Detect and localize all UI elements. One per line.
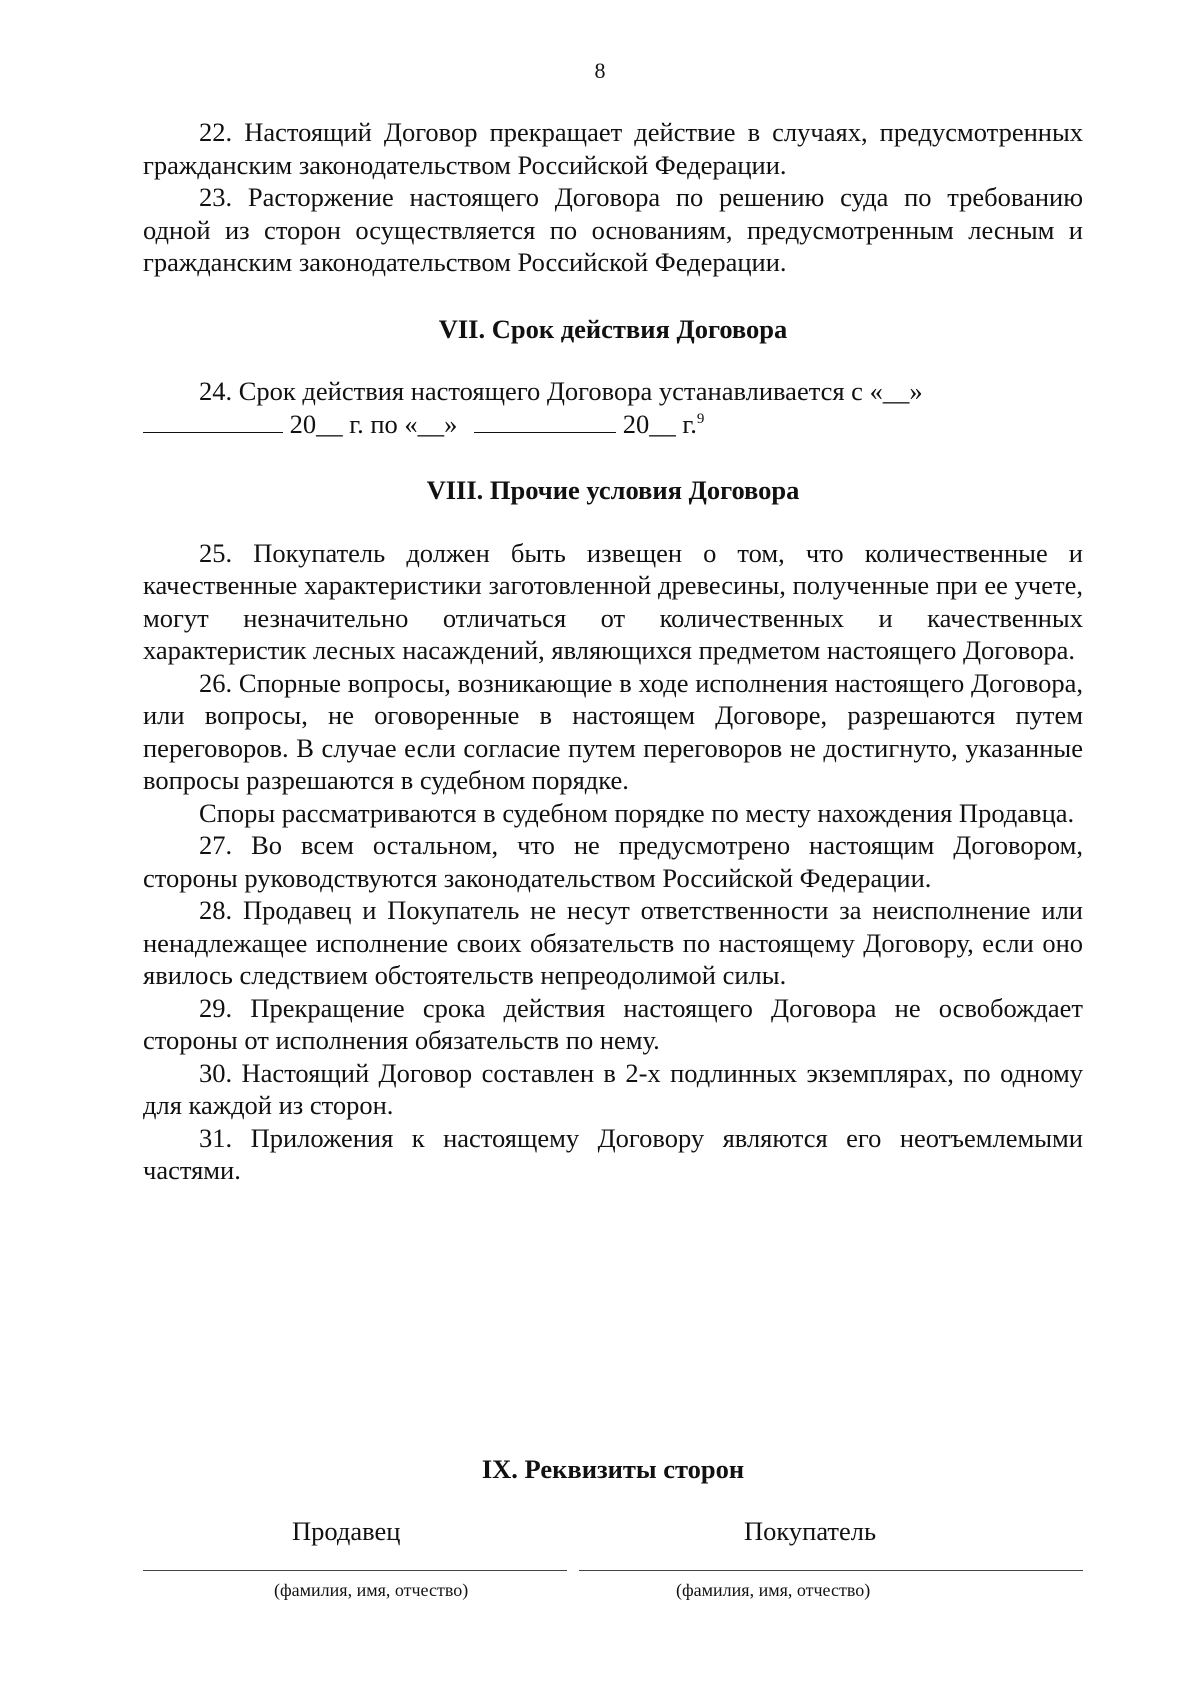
- buyer-signature-line: [579, 1570, 1083, 1571]
- clause-24-year-start: 20__ г. по «__»: [289, 408, 458, 439]
- clause-23: 23. Расторжение настоящего Договора по решению суда по требованию одной из сторон осуществляется по основаниям, предусмотренным лесным и гражданским законодательством Российской Федерации.: [143, 182, 1083, 277]
- page-number: 8: [594, 58, 606, 83]
- clause-27: 27. Во всем остальном, что не предусмотрено настоящим Договором, стороны руководствуются законодательством Российской Федерации.: [143, 830, 1083, 893]
- footnote-marker: 9: [696, 410, 705, 427]
- clause-22: 22. Настоящий Договор прекращает действие в случаях, предусмотренных гражданским законодательством Российской Федерации.: [143, 117, 1083, 180]
- section-9-title: IX. Реквизиты сторон: [481, 1454, 745, 1484]
- buyer-name-caption: (фамилия, имя, отчество): [676, 1580, 871, 1600]
- clause-24-dates: [143, 408, 1083, 441]
- buyer-label: Покупатель: [744, 1516, 877, 1546]
- clause-30: 30. Настоящий Договор составлен в 2-х подлинных экземплярах, по одному для каждой из сторон.: [143, 1057, 1083, 1120]
- section-7-title: VII. Срок действия Договора: [438, 313, 788, 344]
- clause-26-venue: Споры рассматриваются в судебном порядке по месту нахождения Продавца.: [199, 797, 1075, 828]
- clause-29: 29. Прекращение срока действия настоящего Договора не освобождает стороны от исполнения обязательств по нему.: [143, 992, 1083, 1055]
- seller-name-caption: (фамилия, имя, отчество): [274, 1580, 469, 1600]
- clause-24-year-end: 20__ г.: [622, 408, 697, 439]
- date-blank-start: [143, 410, 283, 433]
- seller-signature-line: [143, 1570, 567, 1571]
- clause-25: 25. Покупатель должен быть извещен о том, что количественные и качественные характеристики заготовленной древесины, полученные при ее учете, могут незначительно отличаться от количественных и качественных характеристик лесных насаждений, являющихся предметом настоящего Договора.: [143, 537, 1083, 665]
- document-body: [143, 116, 1083, 1187]
- section-8-title: VIII. Прочие условия Договора: [426, 475, 800, 505]
- date-blank-end: [474, 410, 616, 433]
- clause-24: [143, 375, 1083, 408]
- clause-31: 31. Приложения к настоящему Договору являются его неотъемлемыми частями.: [143, 1122, 1083, 1185]
- clause-28: 28. Продавец и Покупатель не несут ответственности за неисполнение или ненадлежащее исполнение своих обязательств по настоящему Договору, если оно явилось следствием обстоятельств непреодолимой силы.: [143, 895, 1083, 990]
- seller-label: Продавец: [292, 1516, 401, 1546]
- clause-26: 26. Спорные вопросы, возникающие в ходе исполнения настоящего Договора, или вопросы, не оговоренные в настоящем Договоре, разрешаются путем переговоров. В случае если согласие путем переговоров не достигнуто, указанные вопросы разрешаются в судебном порядке.: [143, 667, 1083, 795]
- clause-24-text: 24. Срок действия настоящего Договора устанавливается с «__»: [199, 376, 923, 406]
